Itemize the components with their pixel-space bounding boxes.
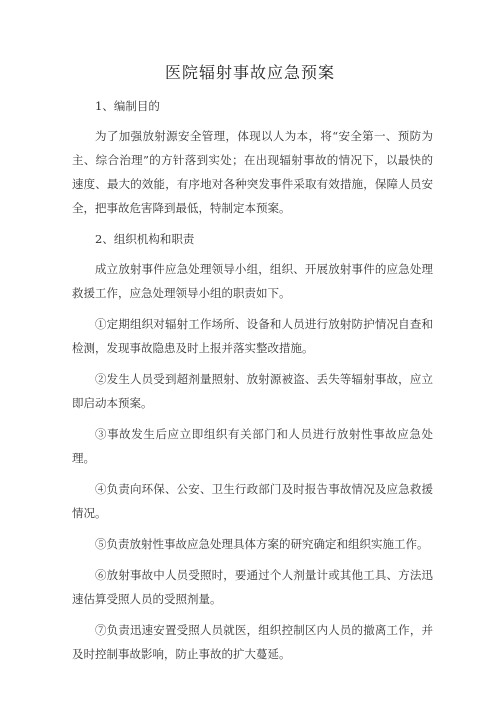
paragraph-duty-6: ⑥放射事故中人员受照时，要通过个人剂量计或其他工具、方法迅速估算受照人员的受照剂量。 <box>72 568 433 606</box>
section-heading-organization: 2、组织机构和职责 <box>95 232 195 246</box>
paragraph-duty-4: ④负责向环保、公安、卫生行政部门及时报告事故情况及应急救援情况。 <box>72 482 433 520</box>
document-title: 医院辐射事故应急预案 <box>164 63 335 82</box>
paragraph-duty-2: ②发生人员受到超剂量照射、放射源被盗、丢失等辐射事故，应立即启动本预案。 <box>72 372 433 410</box>
document-body <box>72 94 433 673</box>
paragraph-duty-3: ③事故发生后应立即组织有关部门和人员进行放射性事故应急处理。 <box>72 427 433 465</box>
paragraph-purpose: 为了加强放射源安全管理，体现以人为本，将“安全第一、预防为主、综合治理”的方针落到实处；在出现辐射事故的情况下，以最快的速度、最大的效能，有序地对各种突发事件采取有效措施，保障人员安全，把事故危害降到最低，特制定本预案。 <box>72 129 433 215</box>
paragraph-duty-7: ⑦负责迅速安置受照人员就医，组织控制区内人员的撤离工作，并及时控制事故影响，防止事故的扩大蔓延。 <box>72 623 433 661</box>
paragraph-organization-intro: 成立放射事件应急处理领导小组，组织、开展放射事件的应急处理救援工作，应急处理领导小组的职责如下。 <box>72 262 433 300</box>
paragraph-duty-1: ①定期组织对辐射工作场所、设备和人员进行放射防护情况自查和检测，发现事故隐患及时上报并落实整改措施。 <box>72 317 433 355</box>
section-heading-purpose: 1、编制目的 <box>95 99 160 113</box>
paragraph-duty-5: ⑤负责放射性事故应急处理具体方案的研究确定和组织实施工作。 <box>95 537 429 551</box>
